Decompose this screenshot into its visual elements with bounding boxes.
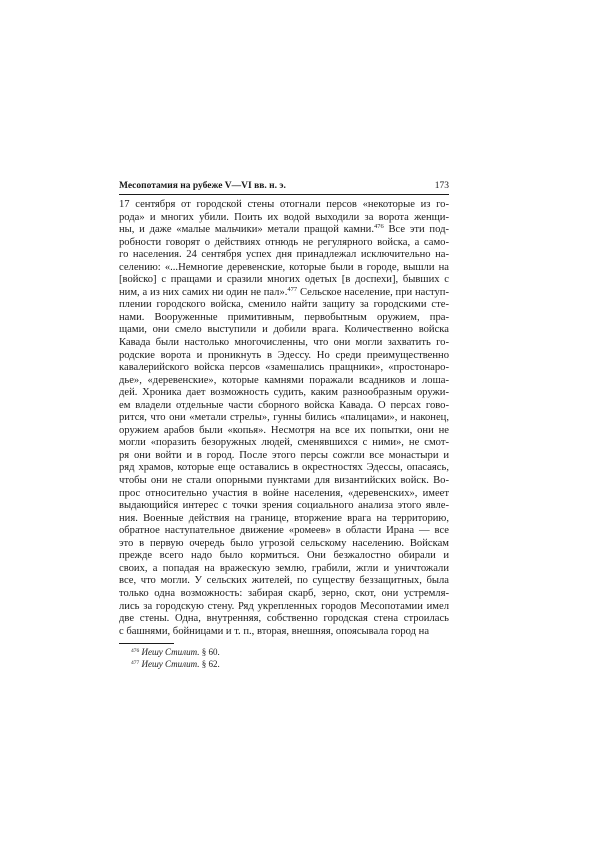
footnote-ref[interactable]: 476 <box>374 223 384 231</box>
text-line-part: ним, а из них самих ни один не пал». <box>119 286 288 298</box>
text-line: робности говорят о действиях отнюдь не регулярного войска, а само- <box>119 236 449 248</box>
footnote-ref-text: § 62. <box>199 658 220 669</box>
footnote-number: 476 <box>131 648 140 655</box>
footnote-ref-text: § 60. <box>199 647 220 658</box>
text-line: прежде всего надо было кормиться. Они безжалостно обирали и <box>119 550 449 562</box>
running-title-suffix: н. э. <box>266 181 286 191</box>
footnote-source: Иешу Стилит. <box>141 647 200 658</box>
text-line-part: Все эти под- <box>383 224 449 236</box>
footnote-rule <box>119 643 174 644</box>
text-line: могли «поразить безоружных людей, сменявшихся с ними», не смот- <box>119 437 449 449</box>
text-line: выдающийся интерес с точки зрения социального анализа этого явле- <box>119 500 449 512</box>
text-line: это в первую очередь было угрозой сельскому населению. Войскам <box>119 537 449 549</box>
text-line: рода» и многих убили. Поить их водой выходили за ворота женщи- <box>119 211 449 223</box>
text-line: с башнями, бойницами и т. п., вторая, внешняя, опоясывала город на <box>119 625 430 637</box>
text-line: дей. Хроника дает возможность судить, каким разнообразным оружи- <box>119 387 449 399</box>
text-line: ем владели отдельные части сборного войска Кавада. О персах гово- <box>119 399 449 411</box>
text-line: прос относительно участия в войне населения, «деревенских», имеет <box>119 487 449 499</box>
text-line: Кавада были настолько многочисленны, что они могли захватить го- <box>119 337 449 349</box>
footnote-ref[interactable]: 477 <box>287 285 298 293</box>
text-line: щами, они смело выступили и добили врага. Количественно войска <box>119 324 449 336</box>
text-line: обратное наступательное движение «ромеев» в области Ирана — все <box>119 525 449 537</box>
running-title-main: Месопотамия на рубеже V—VI вв. <box>119 181 267 191</box>
text-line: все, что могли. У сельских жителей, по существу беззащитных, была <box>119 575 449 587</box>
text-line: рится, что они «метали стрелы», гунны бились «палицами», и наконец, <box>119 412 449 424</box>
text-line <box>119 287 449 300</box>
text-line: селению: «...Немногие деревенские, которые были в городе, вышли на <box>119 261 449 273</box>
text-line <box>119 224 449 237</box>
page-number: 173 <box>434 181 449 191</box>
text-line: ряд храмов, которые еще оставались в окрестностях Эдессы, опасаясь, <box>119 462 449 474</box>
text-line: дье», «деревенские», которые камнями поражали всадников и лоша- <box>119 374 449 386</box>
text-line: оружием арабов были «копья». Несмотря на все их попытки, они не <box>119 424 449 436</box>
text-line: своих, а попадая на вражескую землю, грабили, жгли и уничтожали <box>119 562 449 574</box>
text-line: плении городского войска, сменило найти защиту за городскими сте- <box>119 299 449 311</box>
book-page <box>119 181 449 670</box>
text-line: кавалерийского войска персов «замешались пращники», «простонаро- <box>119 362 449 374</box>
text-line: только одна возможность: забирая скарб, зерно, скот, они устремля- <box>119 587 449 599</box>
text-line: [войско] с пращами и сразили многих одетых [в доспехи], бывших с <box>119 274 449 286</box>
body-text <box>119 199 449 638</box>
header-rule <box>119 194 449 195</box>
running-title <box>119 181 286 192</box>
text-line-part: ны, и даже «малые мальчики» метали пращой камни. <box>119 224 374 236</box>
text-line: лись за городскую стену. Ряд укрепленных городов Месопотамии имел <box>119 600 449 612</box>
text-line: ря они войти и в город. После этого персы сожгли все монастыри и <box>119 449 449 461</box>
footnote-source: Иешу Стилит. <box>141 658 200 669</box>
running-header <box>119 181 449 194</box>
footnote <box>119 647 449 659</box>
footnote-number: 477 <box>131 659 140 666</box>
text-line: чтобы они не стали опорными пунктами для византийских войск. Во- <box>119 475 449 487</box>
text-line: ния. Военные действия на границе, вторжение врага на территорию, <box>119 512 449 524</box>
text-line: нами. Вооруженные примитивным, первобытным оружием, пра- <box>119 311 449 323</box>
text-line: го населения. 24 сентября успех дня принадлежал исключительно на- <box>119 249 449 261</box>
footnote <box>119 659 449 671</box>
text-line: 17 сентября от городской стены отогнали персов «некоторые из го- <box>119 199 449 210</box>
text-line-part: Сельское население, при наступ- <box>297 286 449 298</box>
text-line: родские ворота и проникнуть в Эдессу. Но среди преимущественно <box>119 349 449 361</box>
text-line: две стены. Одна, внутренняя, собственно городская стена строилась <box>119 613 449 625</box>
